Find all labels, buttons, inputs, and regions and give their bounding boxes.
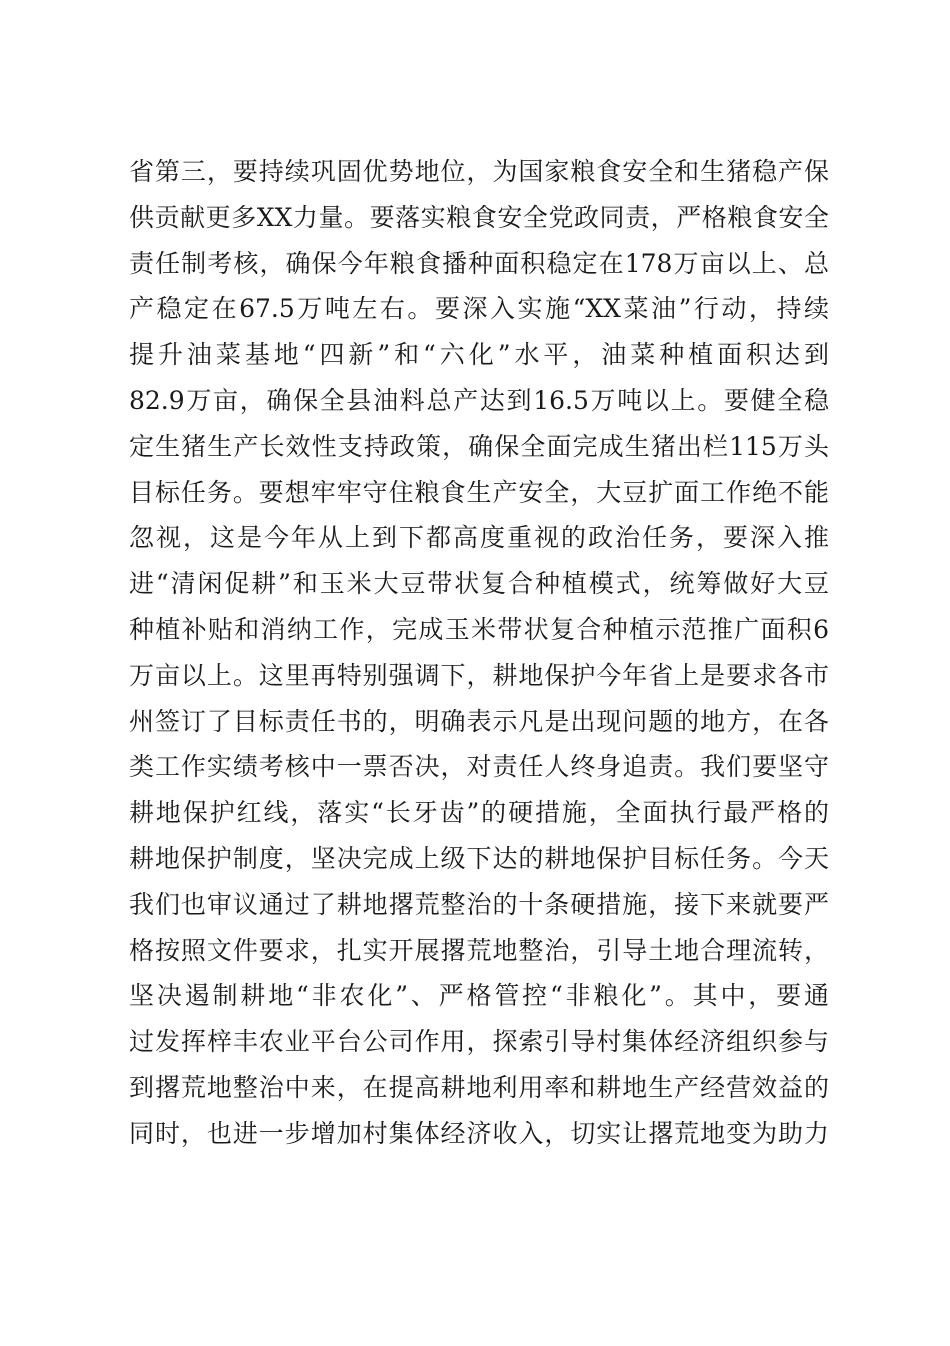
text-line: 类工作实绩考核中一票否决，对责任人终身追责。我们要坚守	[129, 752, 829, 782]
text-line: 定生猪生产长效性支持政策，确保全面完成生猪出栏115万头	[129, 431, 829, 461]
text-line: 提升油菜基地“四新”和“六化”水平，油菜种植面积达到	[129, 340, 829, 370]
text-line: 产稳定在67.5万吨左右。要深入实施“XX菜油”行动，持续	[129, 294, 829, 324]
text-line: 格按照文件要求，扎实开展撂荒地整治，引导土地合理流转，	[129, 935, 829, 965]
text-line: 目标任务。要想牢牢守住粮食生产安全，大豆扩面工作绝不能	[129, 477, 829, 507]
text-line: 万亩以上。这里再特别强调下，耕地保护今年省上是要求各市	[129, 660, 829, 690]
text-line: 过发挥梓丰农业平台公司作用，探索引导村集体经济组织参与	[129, 1027, 829, 1057]
text-line: 供贡献更多XX力量。要落实粮食安全党政同责，严格粮食安全	[129, 202, 829, 232]
text-line: 省第三，要持续巩固优势地位，为国家粮食安全和生猪稳产保	[129, 157, 829, 186]
text-line: 耕地保护红线，落实“长牙齿”的硬措施，全面执行最严格的	[129, 798, 829, 828]
text-line: 进“清闲促耕”和玉米大豆带状复合种植模式，统筹做好大豆	[129, 569, 829, 599]
text-line: 责任制考核，确保今年粮食播种面积稳定在178万亩以上、总	[129, 248, 829, 278]
text-line: 种植补贴和消纳工作，完成玉米带状复合种植示范推广面积6	[129, 614, 829, 644]
text-line: 忽视，这是今年从上到下都高度重视的政治任务，要深入推	[129, 523, 829, 553]
text-line: 州签订了目标责任书的，明确表示凡是出现问题的地方，在各	[129, 706, 829, 736]
text-line: 82.9万亩，确保全县油料总产达到16.5万吨以上。要健全稳	[129, 385, 829, 415]
text-line: 我们也审议通过了耕地撂荒整治的十条硬措施，接下来就要严	[129, 889, 829, 919]
text-line: 耕地保护制度，坚决完成上级下达的耕地保护目标任务。今天	[129, 843, 829, 873]
text-line: 到撂荒地整治中来，在提高耕地利用率和耕地生产经营效益的	[129, 1072, 829, 1102]
body-text	[129, 149, 829, 1157]
text-line: 坚决遏制耕地“非农化”、严格管控“非粮化”。其中，要通	[129, 981, 829, 1011]
text-line: 同时，也进一步增加村集体经济收入，切实让撂荒地变为助力	[129, 1118, 829, 1148]
